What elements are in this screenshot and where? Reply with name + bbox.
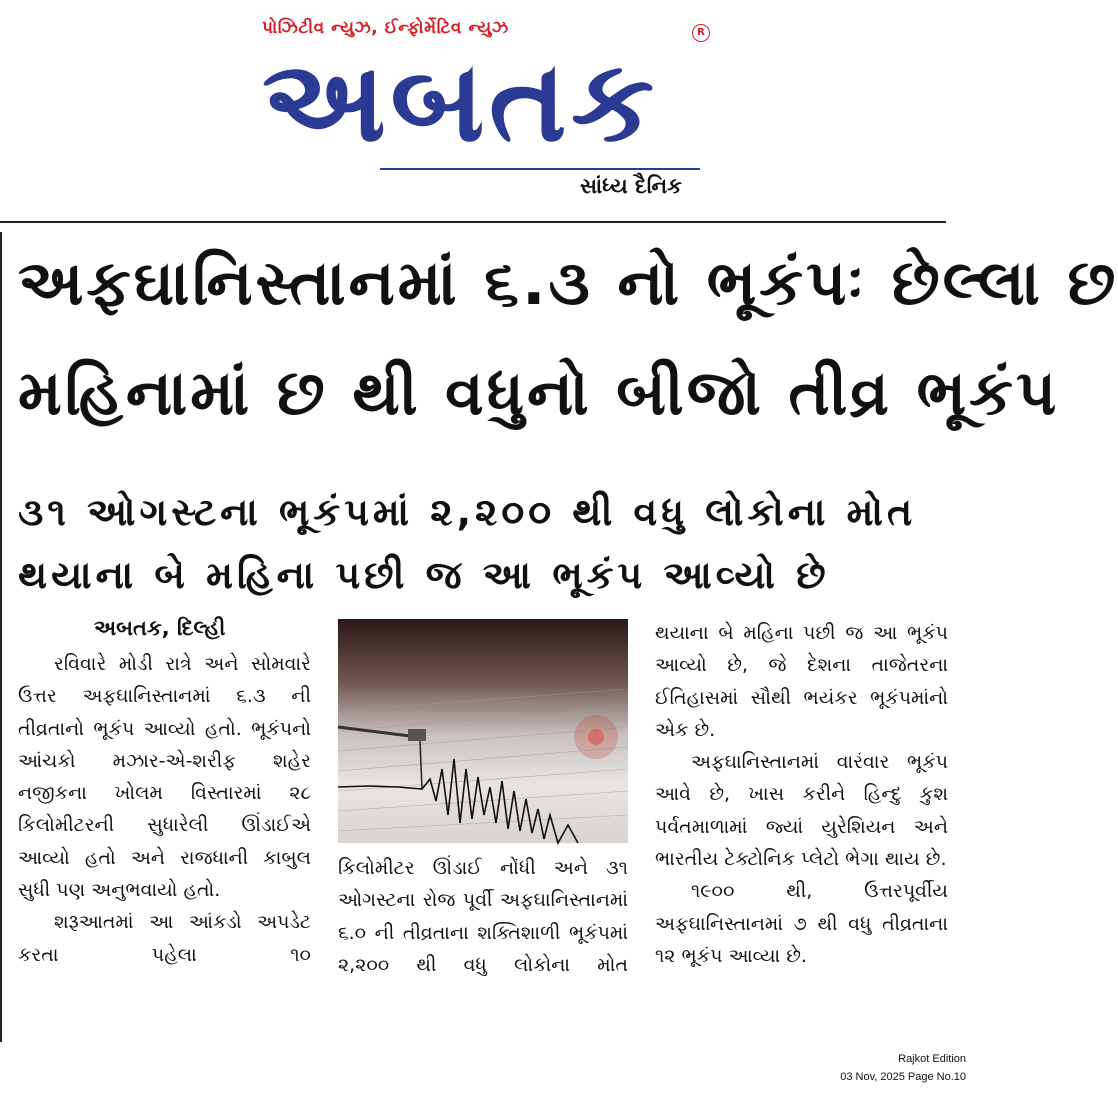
seismograph-illustration <box>338 619 628 843</box>
registered-trademark-icon: R <box>692 24 710 42</box>
paragraph: કિલોમીટર ઊંડાઈ નોંધી અને ૩૧ ઓગસ્ટના રોજ પૂર્વી અફઘાનિસ્તાનમાં ૬.૦ ની તીવ્રતાના શક્તિશાળી ભૂકંપમાં ૨,૨૦૦ થી વધુ લોકોના મોત <box>338 857 628 976</box>
masthead-divider <box>0 221 946 223</box>
paragraph: અફઘાનિસ્તાનમાં વારંવાર ભૂકંપ આવે છે, ખાસ કરીને હિન્દુ કુશ પર્વતમાળામાં જ્યાં યુરેશિયન અને ભારતીય ટેક્ટોનિક પ્લેટો ભેગા થાય છે. <box>655 751 948 871</box>
subheadline-line-1: ૩૧ ઓગસ્ટના ભૂકંપમાં ૨,૨૦૦ થી વધુ લોકોના મોત <box>18 490 917 534</box>
masthead-tagline: પોઝિટીવ ન્યુઝ, ઈન્ફોર્મેટિવ ન્યુઝ <box>262 18 509 38</box>
edition-info <box>840 1050 966 1086</box>
paragraph: શરૂઆતમાં આ આંકડો અપડેટ કરતા પહેલા ૧૦ <box>18 911 311 966</box>
article-column-3 <box>655 617 948 972</box>
date-page: 03 Nov, 2025 Page No.10 <box>840 1071 966 1083</box>
paragraph: રવિવારે મોડી રાત્રે અને સોમવારે ઉત્તર અફઘાનિસ્તાનમાં ૬.૩ ની તીવ્રતાનો ભૂકંપ આવ્યો હતો. ભૂકંપનો આંચકો મઝાર-એ-શરીફ શહેર નજીકના ખોલમ વિસ્તારમાં ૨૮ કિલોમીટરની સુધારેલી ઊંડાઈએ આવ્યો હતો અને રાજધાની કાબુલ સુધી પણ અનુભવાયો હતો. <box>18 653 311 902</box>
headline-line-2: મહિનામાં છ થી વધુનો બીજો તીવ્ર ભૂકંપ <box>18 356 1060 429</box>
seismograph-photo <box>338 619 628 843</box>
article-column-1 <box>18 648 311 971</box>
dateline: અબતક, દિલ્હી <box>94 616 226 640</box>
paragraph: ૧૯૦૦ થી, ઉત્તરપૂર્વીય અફઘાનિસ્તાનમાં ૭ થી વધુ તીવ્રતાના ૧૨ ભૂકંપ આવ્યા છે. <box>655 880 948 967</box>
article-column-2 <box>338 852 628 981</box>
paragraph: થયાના બે મહિના પછી જ આ ભૂકંપ આવ્યો છે, જે દેશના તાજેતરના ઈતિહાસમાં સૌથી ભયંકર ભૂકંપમાંનો એક છે. <box>655 622 948 741</box>
edition-name: Rajkot Edition <box>898 1053 966 1065</box>
logo-underline <box>380 168 700 170</box>
subheadline-line-2: થયાના બે મહિના પછી જ આ ભૂકંપ આવ્યો છે <box>18 553 830 597</box>
headline-line-1: અફઘાનિસ્તાનમાં ૬.૩ નો ભૂકંપઃ છેલ્લા છ <box>18 246 1118 319</box>
edition-type: સાંધ્ય દૈનિક <box>580 174 682 198</box>
newspaper-logo: અબતક <box>262 37 659 167</box>
article-left-border <box>0 232 2 1042</box>
